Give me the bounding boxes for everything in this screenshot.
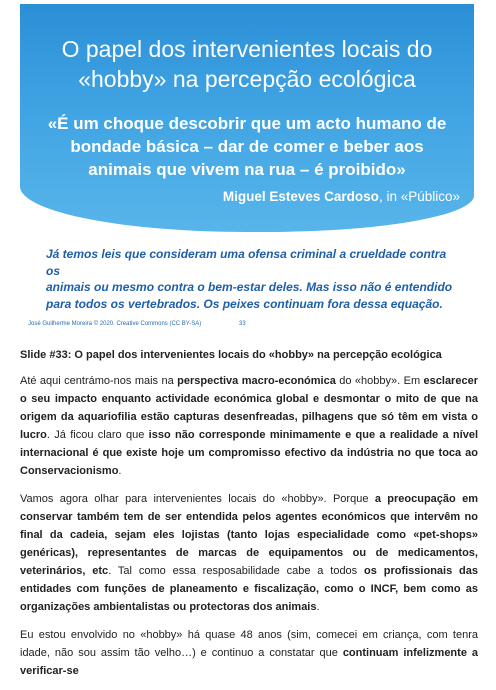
paragraph-3 <box>20 626 478 680</box>
p3-bold: continuam infelizmente a verificar-se <box>20 647 478 677</box>
p1-text: . <box>118 465 122 477</box>
p1-bold: perspectiva macro-económica <box>177 375 336 387</box>
slide-image <box>20 4 474 339</box>
slide-title <box>30 34 464 94</box>
p2-text: . Tal como essa resposabilidade cabe a todos <box>108 565 365 577</box>
slide-quote-line-3: animais que vivem na rua – é proibido» <box>88 160 406 179</box>
paragraph-2 <box>20 490 478 616</box>
slide-heading <box>20 346 478 364</box>
slide-quote-line-2: bondade básica – dar de comer e beber aos <box>70 137 424 156</box>
slide-footer-credit: José Guilherme Moreira © 2020. Creative Commons (CC BY-SA) <box>28 321 202 327</box>
p1-text: . Já ficou claro que <box>46 429 149 441</box>
p1-bold: isso não corresponde minimamente e que a realidade a nível internacional é que existe hoje um compromisso efectivo da indústria no que toca ao Conservacionismo <box>20 429 478 477</box>
slide-body-line-3: para todos os vertebrados. Os peixes continuam fora dessa equação. <box>46 296 443 311</box>
slide-heading-text: Slide #33: O papel dos intervenientes locais do «hobby» na percepção ecológica <box>20 349 442 361</box>
p2-text: Vamos agora olhar para intervenientes locais do «hobby». Porque <box>20 493 375 505</box>
slide-quote <box>32 112 462 181</box>
slide-title-line-2: «hobby» na percepção ecológica <box>78 66 416 92</box>
quote-author: Miguel Esteves Cardoso <box>222 189 379 204</box>
p3-text: Eu estou envolvido no «hobby» há quase 48 anos (sim, comecei em criança, com tenra idade, não sou assim tão velho…) e continuo a constatar que <box>20 629 478 659</box>
p1-text: Até aqui centrámo-nos mais na <box>20 375 178 387</box>
p2-bold: os profissionais das entidades com funções de planeamento e fiscalização, como o INCF, bem como as organizações ambientalistas ou protectoras dos animais <box>20 565 479 613</box>
slide-body-line-2: animais ou mesmo contra o bem-estar deles. Mas isso não é entendido <box>46 280 453 294</box>
p2-text: . <box>316 601 320 613</box>
slide-quote-line-1: «É um choque descobrir que um acto humano de <box>47 114 447 133</box>
article-text <box>20 346 478 690</box>
slide-title-line-1: O papel dos intervenientes locais do <box>61 36 433 62</box>
p2-bold: a preocupação em conservar também tem de ser entendida pelos agentes económicos que intervêm no final da cadeia, sejam eles lojistas (tanto lojas especialidade como «pet-shops» genéricas), representantes de marcas de equipamentos ou de medicamentos, veterinários, etc <box>20 493 479 577</box>
slide-body-line-1: Já temos leis que consideram uma ofensa criminal a crueldade contra os <box>46 247 447 278</box>
paragraph-1 <box>20 372 478 480</box>
quote-source: , in «Público» <box>378 189 460 204</box>
p1-text: do «hobby». Em <box>335 375 424 387</box>
slide-page-number: 33 <box>239 321 246 327</box>
p1-bold: esclarecer o seu impacto enquanto actividade económica global e desmontar o mito de que na origem da aquariofilia estão capturas desenfreadas, pilhagens que só têm em vista o lucro <box>20 375 478 441</box>
slide-quote-attribution <box>223 189 460 204</box>
slide-body-text <box>46 246 456 312</box>
